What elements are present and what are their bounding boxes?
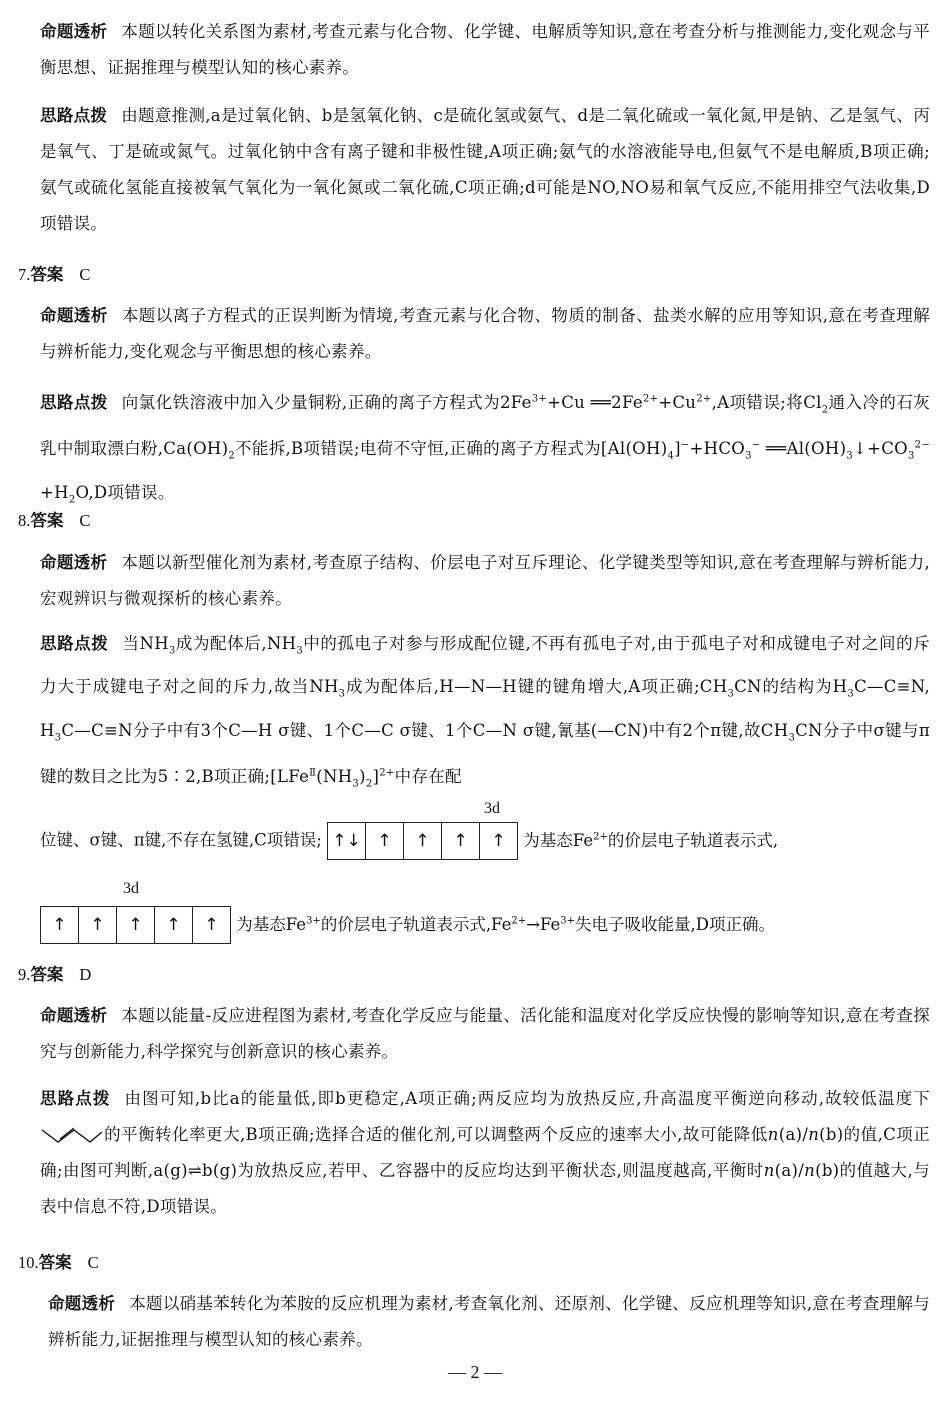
q9-answer <box>18 960 91 990</box>
orbital-box: ↑ <box>41 907 79 943</box>
line-text: 位键、σ键、π键,不存在氢键,C项错误; <box>40 830 322 850</box>
analysis-label: 命题透析 <box>40 22 108 41</box>
analysis-text: 本题以硝基苯转化为苯胺的反应机理为素材,考查氧化剂、还原剂、化学键、反应机理等知识,意在考查理解与辨析能力,证据推理与模型认知的核心素养。 <box>48 1294 930 1349</box>
orbital-box: ↑ <box>366 823 404 859</box>
solution-label: 思路点拨 <box>40 1089 111 1108</box>
analysis-text: 本题以能量-反应进程图为素材,考查化学反应与能量、活化能和温度对化学反应快慢的影响等知识,意在考查探究与创新能力,科学探究与创新意识的核心素养。 <box>40 1006 930 1061</box>
answer-value: C <box>79 265 91 284</box>
question-number: 10. <box>18 1253 39 1272</box>
answer-key-label: 答案 <box>30 265 64 284</box>
q10-analysis <box>48 1286 930 1358</box>
solution-label: 思路点拨 <box>40 392 108 412</box>
analysis-label: 命题透析 <box>40 306 108 325</box>
analysis-label: 命题透析 <box>40 553 108 572</box>
orbital-box: ↑ <box>204 915 219 935</box>
answer-key-label: 答案 <box>30 965 64 984</box>
q6-solution <box>40 98 930 242</box>
q10-answer <box>18 1248 99 1278</box>
q9-solution <box>40 1081 930 1225</box>
fe2-orbital-diagram <box>327 822 518 860</box>
page-number: — 2 — <box>448 1362 502 1382</box>
orbital-box: ↑ <box>404 823 442 859</box>
question-number: 9. <box>18 965 31 984</box>
q6-analysis <box>40 14 930 86</box>
analysis-label: 命题透析 <box>40 1006 108 1025</box>
question-number: 7. <box>18 265 31 284</box>
solution-text: 当$NH_3$成为配体后$,NH_3$中的孤电子对参与形成配位键,不再有孤电子对,由于孤电子对和成键电子对之间的斥力大于成键电子对之间的斥力,故当$NH_3$成为配体后,H—N—H键的键角增大,A项正确$;CH_3CN$的结构为$H_3C—C\equiv N$, $H_3C—C\equiv N$分子中有3个C—H σ键、1个C—C σ键、1个C—N σ键,氰基(—CN)中有2个π键,故$CH_3CN$分子中σ键与π键的数目之比为5∶2,B项正确$;[LFe^Ⅱ(NH_3)_2]^{2+}$中存在配 <box>40 634 930 790</box>
analysis-text: 本题以离子方程式的正误判断为情境,考查元素与化合物、物质的制备、盐类水解的应用等知识,意在考查理解与辨析能力,变化观念与平衡思想的核心素养。 <box>40 306 930 361</box>
solution-text: 由图可知,b比a的能量低,即b更稳定,A项正确;两反应均为放热反应,升高温度平衡逆向移动,故较低温度下的平衡转化率更大,B项正确;选择合适的催化剂,可以调整两个反应的速率大小,故可能降低n(a)/n(b)的值,C项正确;由图可判断,a(g)⇌b(g)为放热反应,若甲、乙容器中的反应均达到平衡状态,则温度越高,平衡时n(a)/n(b)的值越大,与表中信息不符,D项错误。 <box>40 1089 931 1216</box>
analysis-text: 本题以转化关系图为素材,考查元素与化合物、化学键、电解质等知识,意在考查分析与推测能力,变化观念与平衡思想、证据推理与模型认知的核心素养。 <box>40 22 931 77</box>
q8-solution <box>40 626 930 803</box>
q7-analysis <box>40 298 930 370</box>
line-text: 为基态$Fe^{2+}$的价层电子轨道表示式, <box>523 830 779 850</box>
q7-solution <box>40 381 930 518</box>
solution-label: 思路点拨 <box>40 106 108 125</box>
fe3-orbital-diagram <box>40 906 231 944</box>
solution-label: 思路点拨 <box>40 634 109 653</box>
q8-analysis <box>40 545 930 617</box>
q9-analysis <box>40 998 930 1070</box>
solution-text: 由题意推测,a是过氧化钠、b是氢氧化钠、c是硫化氢或氨气、d是二氧化硫或一氧化氮,甲是钠、乙是氢气、丙是氧气、丁是硫或氮气。过氧化钠中含有离子键和非极性键,A项正确;氨气的水溶液能导电,但氨气不是电解质,B项正确;氨气或硫化氢能直接被氧气氧化为一氧化氮或二氧化硫,C项正确;d可能是NO,NO易和氧气反应,不能用排空气法收集,D项错误。 <box>40 106 931 233</box>
fe2-orbital-line <box>40 822 930 860</box>
orbital-label: 3d <box>123 880 139 897</box>
answer-key-label: 答案 <box>38 1253 72 1272</box>
q7-answer <box>18 260 90 290</box>
orbital-box: ↑ <box>155 907 193 943</box>
q8-answer <box>18 506 90 536</box>
orbital-box: ↑ <box>491 831 506 851</box>
orbital-box: ↑ <box>442 823 480 859</box>
orbital-box: ↑ <box>79 907 117 943</box>
alkene-structure-icon <box>40 1126 104 1146</box>
fe3-orbital-line <box>40 906 775 944</box>
answer-key-label: 答案 <box>30 511 64 530</box>
orbital-box: ↑↓ <box>328 823 366 859</box>
solution-text: 向氯化铁溶液中加入少量铜粉,正确的离子方程式为$2Fe^{3+}+Cu$ $══2Fe^{2+}+Cu^{2+},A$项错误;将$Cl_2$通入冷的石灰乳中制取漂白粉$,Ca(OH)_2$不能拆,B项错误;电荷不守恒,正确的离子方程式为$[Al(OH)_4]^-+HCO_3^-$ $══Al(OH)_3↓+CO_3^{2-}+H_2O,D$项错误。 <box>40 392 931 505</box>
line-text: 为基态$Fe^{3+}$的价层电子轨道表示式$,Fe^{2+}\to Fe^{3+}$失电子吸收能量,D项正确。 <box>236 914 775 934</box>
analysis-text: 本题以新型催化剂为素材,考查原子结构、价层电子对互斥理论、化学键类型等知识,意在考查理解与辨析能力,宏观辨识与微观探析的核心素养。 <box>40 553 931 608</box>
question-number: 8. <box>18 511 31 530</box>
analysis-label: 命题透析 <box>48 1294 116 1313</box>
orbital-label: 3d <box>484 800 500 817</box>
orbital-box: ↑ <box>117 907 155 943</box>
answer-value: D <box>79 965 92 984</box>
answer-value: C <box>79 511 91 530</box>
answer-value: C <box>87 1253 99 1272</box>
